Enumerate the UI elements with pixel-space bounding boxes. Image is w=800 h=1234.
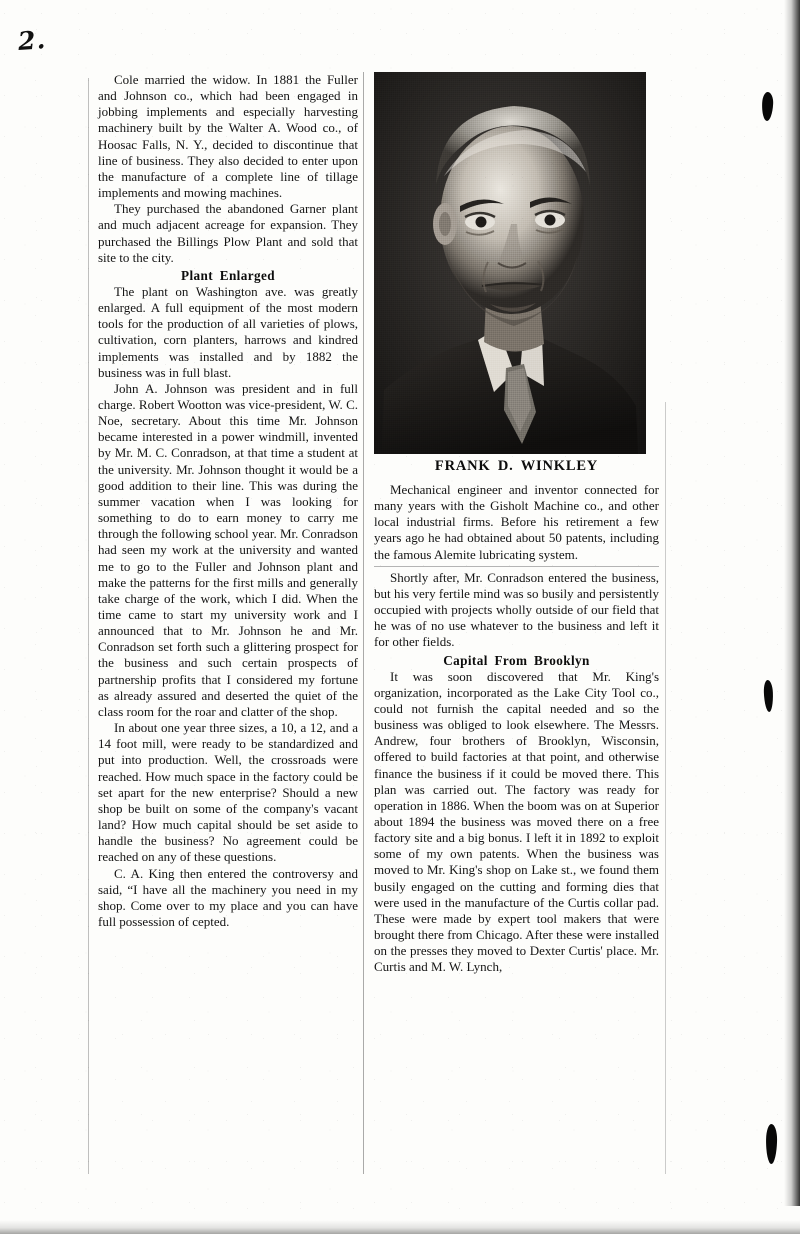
paragraph: Cole married the widow. In 1881 the Fuller and Johnson co., which had been engaged in jobbing implements and especially harvesting machinery built by the Walter A. Wood co., of Hoosac Falls, N. Y., decided to discontinue that line of business. They also decided to enter upon the manufacture of a complete line of tillage implements and mowing machines. <box>98 72 358 201</box>
column-rule-left <box>88 78 89 1174</box>
paragraph: In about one year three sizes, a 10, a 12, and a 14 foot mill, were ready to be standardized and put into production. Well, the crossroads were reached. How much space in the factory could be set apart for the new enterprise? Should a new shop be built on some of the company's vacant land? How much capital should be set aside to handle the business? No agreement could be reached on any of these questions. <box>98 720 358 865</box>
handwritten-page-number: 2. <box>17 25 48 56</box>
scan-edge-shadow-bottom <box>0 1220 800 1234</box>
portrait-illustration <box>374 72 646 454</box>
paragraph: John A. Johnson was president and in full charge. Robert Wootton was vice-president, W. C. Noe, secretary. About this time Mr. Johnson became interested in a power windmill, invented by Mr. M. C. Conradson, at that time a student at the university. Mr. Johnson thought it would be a good addition to their line. This was during the summer vacation when I was looking for something to do to earn money to carry me through the following school year. Mr. Conradson had seen my work at the university and wanted me to go to the Fuller and Johnson plant and make the patterns for the first mills and generally take charge of the work, which I did. When the time came to start my university work and I announced that to Mr. Johnson he and Mr. Conradson set forth such a glittering prospect for the business and such certain prospects of partnership profits that I considered my fortune as already assured and deserted the quiet of the class room for the roar and clatter of the shop. <box>98 380 358 719</box>
newspaper-clipping <box>88 72 666 1182</box>
paragraph: It was soon discovered that Mr. King's organization, incorporated as the Lake City Tool co., could not furnish the capital needed and so the business was obliged to look elsewhere. The Messrs. Andrew, four brothers of Brooklyn, Wisconsin, offered to build factories at that point, and otherwise finance the business if it could be moved there. This plan was carried out. The factory was ready for operation in 1886. When the boom was on at Superior about 1894 the business was moved there on a free factory site and a big bonus. I left it in 1892 to exploit some of my own patents. When the business was moved to Mr. King's shop on Lake st., we found them busily engaged on the cutting and forming dies that were used in the manufacture of the Curtis collar pad. These were made by expert tool makers that were brought there from Chicago. After these were installed on the presses they moved to Dexter Curtis' place. Mr. Curtis and M. W. Lynch, <box>374 668 659 975</box>
portrait-photo-figure <box>374 72 646 454</box>
article-column-right <box>374 72 659 976</box>
caption-divider-rule <box>374 566 659 567</box>
article-column-left <box>98 72 358 930</box>
paragraph: The plant on Washington ave. was greatly enlarged. A full equipment of the most modern tools for the production of all varieties of plows, cultivation, corn planters, harrows and kindred implements was installed and by 1882 the business was in full blast. <box>98 283 358 380</box>
margin-ink-mark-bottom <box>766 1124 778 1164</box>
column-rule-middle <box>363 72 364 1174</box>
paragraph: They purchased the abandoned Garner plant and much adjacent acreage for expansion. They purchased the Billings Plow Plant and sold that site to the city. <box>98 201 358 265</box>
section-subheading: Plant Enlarged <box>181 267 275 283</box>
halftone-photograph <box>374 72 646 454</box>
scan-edge-shadow-right <box>784 0 800 1206</box>
margin-ink-mark-middle <box>763 680 773 712</box>
paragraph: C. A. King then entered the controversy and said, “I have all the machinery you need in my shop. Come over to my place and you can have full possession of cepted. <box>98 865 358 929</box>
photo-caption-name: FRANK D. WINKLEY <box>434 458 599 474</box>
photo-caption-bio: Mechanical engineer and inventor connected for many years with the Gisholt Machine co., and other local industrial firms. Before his retirement a few years ago he had obtained about 50 patents, including the famous Alemite lubricating system. <box>374 482 659 562</box>
section-subheading: Capital From Brooklyn <box>443 652 590 668</box>
margin-ink-mark-top <box>761 92 774 122</box>
paragraph: Shortly after, Mr. Conradson entered the business, but his very fertile mind was so busily and persistently occupied with projects wholly outside of our field that he was of no use whatever to the business and left it for other fields. <box>374 569 659 650</box>
column-rule-right <box>665 402 666 1174</box>
